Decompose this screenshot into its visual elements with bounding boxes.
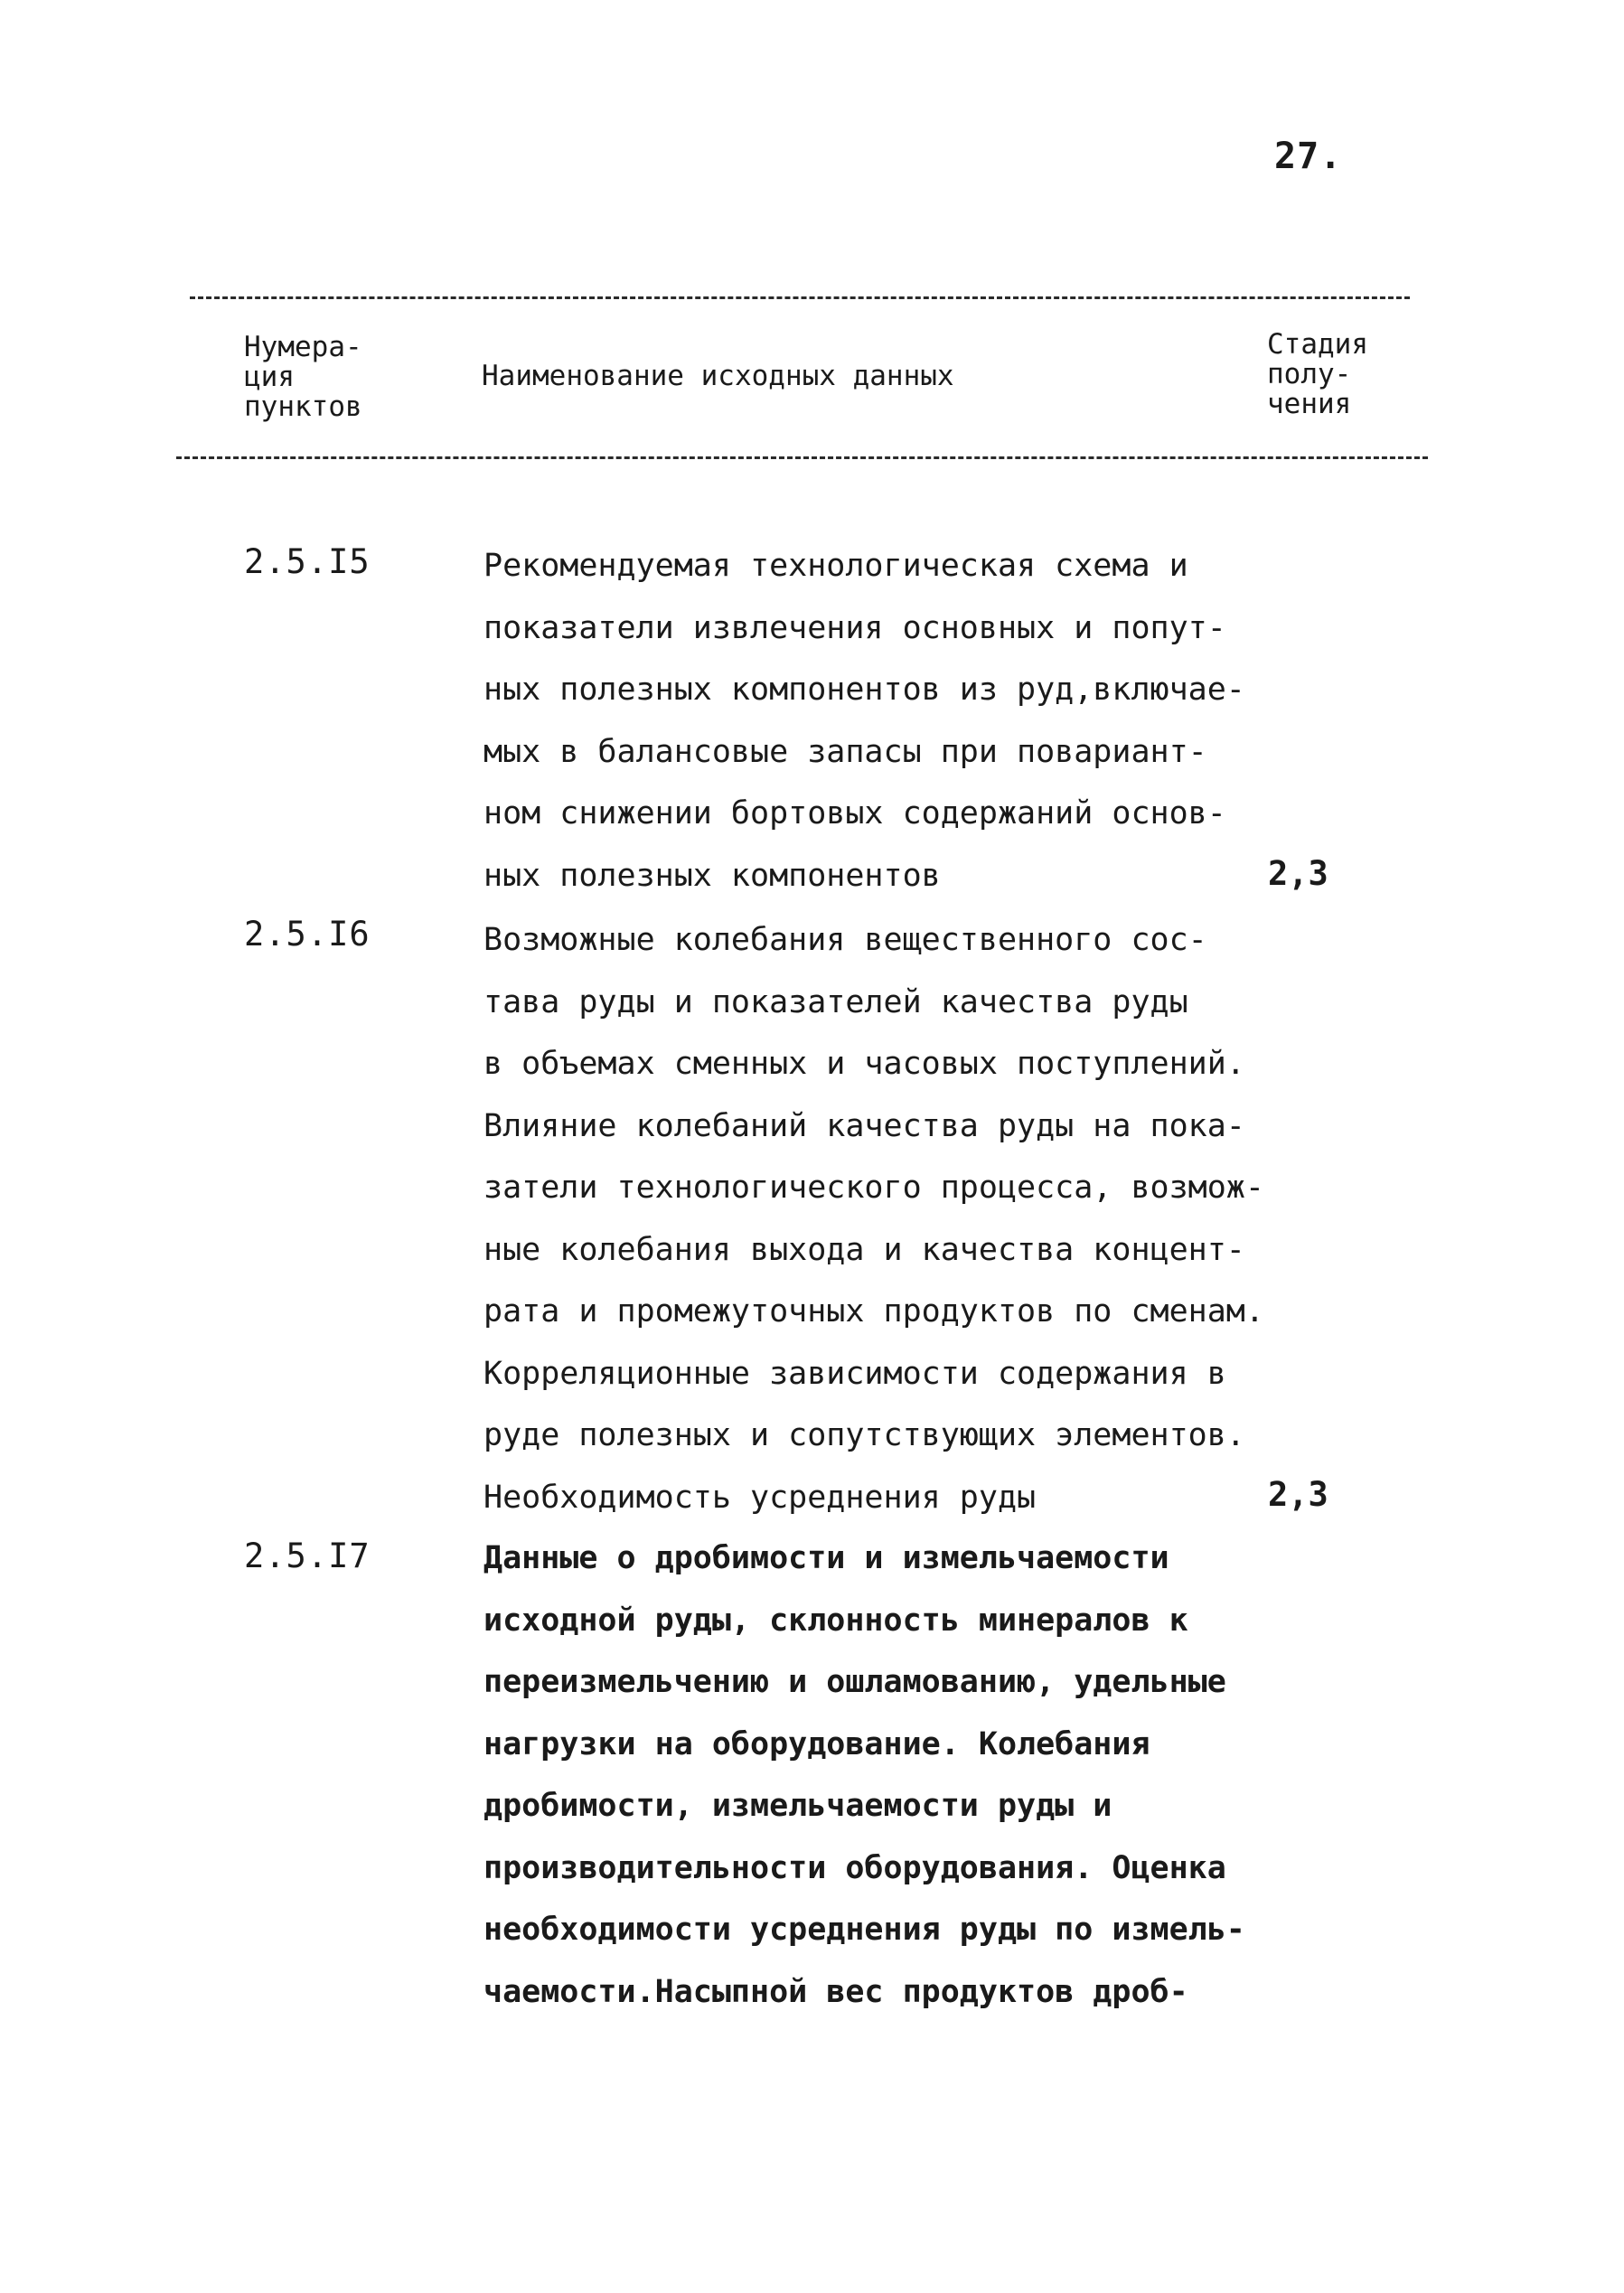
item-number: 2.5.I5 [244, 542, 371, 581]
item-line: переизмельчению и ошламованию, удельные [483, 1664, 1226, 1700]
item-line: ном снижении бортовых содержаний основ- [483, 795, 1226, 832]
header-col-name-text: Наименование исходных данных [482, 360, 954, 392]
item-line: ных полезных компонентов [483, 857, 941, 894]
item-line: исходной руды, склонность минералов к [483, 1602, 1188, 1639]
item-line: Данные о дробимости и измельчаемости [483, 1540, 1169, 1576]
header-col-stage-line: Стадия [1267, 328, 1368, 361]
item-line: Корреляционные зависимости содержания в [483, 1355, 1226, 1392]
header-col-number-line: ция [244, 361, 295, 393]
item-line: производительности оборудования. Оценка [483, 1849, 1226, 1886]
item-line: Возможные колебания вещественного сос- [483, 922, 1207, 958]
item-line: рата и промежуточных продуктов по сменам. [483, 1293, 1264, 1330]
item-number: 2.5.I6 [244, 915, 371, 954]
item-description [483, 909, 1264, 1528]
header-col-number-line: Нумера- [244, 331, 362, 363]
item-line: показатели извлечения основных и попут- [483, 609, 1226, 646]
item-line: чаемости.Насыпной вес продуктов дроб- [483, 1973, 1188, 2010]
item-line: Влияние колебаний качества руды на пока- [483, 1107, 1245, 1144]
header-col-stage [1267, 330, 1412, 419]
item-description [483, 1527, 1261, 2023]
item-line: в объемах сменных и часовых поступлений. [483, 1046, 1245, 1082]
item-line: ных полезных компонентов из руд,включае- [483, 672, 1245, 708]
page-number: 27. [1274, 136, 1343, 177]
table-header-rule [176, 456, 1428, 459]
item-description [483, 535, 1261, 907]
item-line: дробимости, измельчаемости руды и [483, 1788, 1112, 1824]
table-top-rule [190, 296, 1410, 299]
header-col-name [482, 362, 1114, 391]
item-stage: 2,3 [1268, 854, 1328, 893]
item-line: необходимости усреднения руды по измель- [483, 1912, 1245, 1948]
header-col-number [244, 333, 425, 422]
header-col-number-line: пунктов [244, 390, 362, 423]
item-stage: 2,3 [1268, 1475, 1328, 1514]
item-line: нагрузки на оборудование. Колебания [483, 1725, 1150, 1762]
item-line: Необходимость усреднения руды [483, 1479, 1037, 1516]
item-line: руде полезных и сопутствующих элементов. [483, 1417, 1245, 1453]
item-line: ные колебания выхода и качества концент- [483, 1231, 1245, 1268]
item-line: Рекомендуемая технологическая схема и [483, 548, 1188, 584]
item-line: затели технологического процесса, возмож- [483, 1170, 1264, 1206]
item-line: мых в балансовые запасы при повариант- [483, 733, 1207, 770]
header-col-stage-line: чения [1267, 388, 1352, 420]
item-line: тава руды и показателей качества руды [483, 983, 1188, 1020]
item-number: 2.5.I7 [244, 1536, 371, 1575]
header-col-stage-line: полу- [1267, 358, 1352, 390]
